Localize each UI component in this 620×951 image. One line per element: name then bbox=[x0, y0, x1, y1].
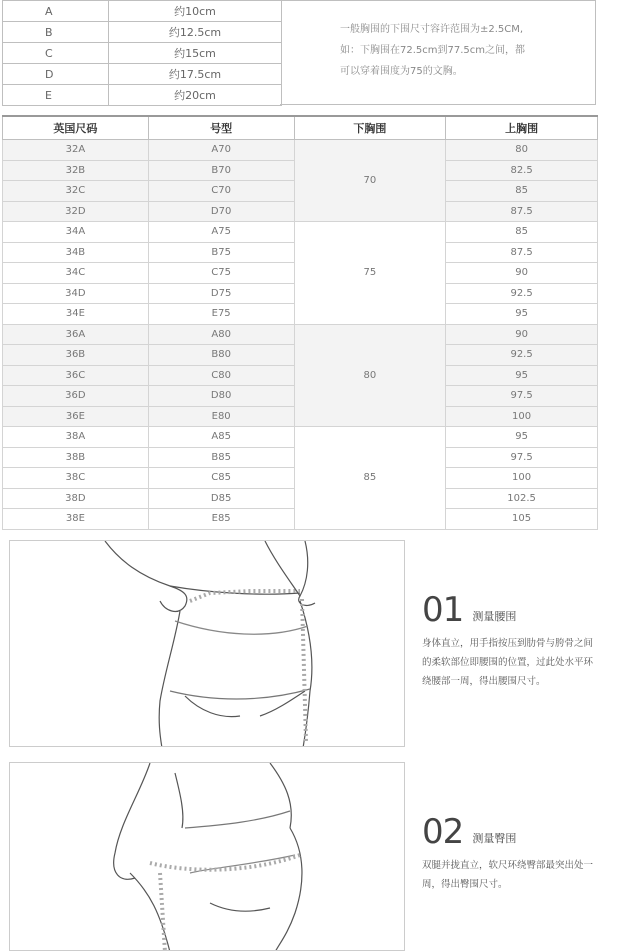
size-code-cell: D70 bbox=[148, 201, 294, 222]
bust-cell: 100 bbox=[446, 406, 598, 427]
size-code-cell: D80 bbox=[148, 386, 294, 407]
table-row bbox=[3, 427, 598, 448]
header-underbust: 下胸围 bbox=[294, 116, 446, 140]
uk-size-cell: 32C bbox=[3, 181, 149, 202]
header-uk-size: 英国尺码 bbox=[3, 116, 149, 140]
size-code-cell: E75 bbox=[148, 304, 294, 325]
uk-size-cell: 34D bbox=[3, 283, 149, 304]
uk-size-cell: 32B bbox=[3, 160, 149, 181]
bust-cell: 102.5 bbox=[446, 488, 598, 509]
step-hip bbox=[422, 812, 600, 894]
bust-cell: 92.5 bbox=[446, 283, 598, 304]
cup-difference-table bbox=[2, 0, 282, 106]
size-code-cell: A80 bbox=[148, 324, 294, 345]
bust-cell: 95 bbox=[446, 304, 598, 325]
hip-illustration bbox=[9, 762, 405, 951]
uk-size-cell: 36C bbox=[3, 365, 149, 386]
bust-cell: 95 bbox=[446, 365, 598, 386]
cup-row bbox=[3, 43, 282, 64]
bust-cell: 97.5 bbox=[446, 447, 598, 468]
uk-size-cell: 34A bbox=[3, 222, 149, 243]
size-code-cell: B70 bbox=[148, 160, 294, 181]
size-code-cell: A85 bbox=[148, 427, 294, 448]
bust-cell: 85 bbox=[446, 222, 598, 243]
cup-difference: 约15cm bbox=[109, 43, 282, 64]
cup-difference: 约10cm bbox=[109, 1, 282, 22]
uk-size-cell: 36B bbox=[3, 345, 149, 366]
uk-size-cell: 36D bbox=[3, 386, 149, 407]
bust-cell: 90 bbox=[446, 324, 598, 345]
bust-cell: 82.5 bbox=[446, 160, 598, 181]
cup-letter: B bbox=[3, 22, 109, 43]
step-waist-description: 身体直立，用手指按压到肋骨与胯骨之间的柔软部位即腰围的位置，过此处水平环绕腰部一周，得出腰围尺寸。 bbox=[422, 638, 594, 687]
header-bust: 上胸围 bbox=[446, 116, 598, 140]
step-hip-title: 测量臀围 bbox=[472, 832, 517, 845]
cup-letter: A bbox=[3, 1, 109, 22]
bust-cell: 87.5 bbox=[446, 201, 598, 222]
underbust-cell: 70 bbox=[294, 140, 446, 222]
size-code-cell: B85 bbox=[148, 447, 294, 468]
size-table-header bbox=[3, 116, 598, 140]
cup-row bbox=[3, 85, 282, 106]
bust-cell: 90 bbox=[446, 263, 598, 284]
bust-cell: 105 bbox=[446, 509, 598, 530]
bust-cell: 100 bbox=[446, 468, 598, 489]
size-code-cell: D85 bbox=[148, 488, 294, 509]
cup-letter: D bbox=[3, 64, 109, 85]
table-row bbox=[3, 324, 598, 345]
bust-cell: 97.5 bbox=[446, 386, 598, 407]
bust-cell: 80 bbox=[446, 140, 598, 161]
size-code-cell: C70 bbox=[148, 181, 294, 202]
header-size-code: 号型 bbox=[148, 116, 294, 140]
uk-size-cell: 34E bbox=[3, 304, 149, 325]
size-code-cell: A70 bbox=[148, 140, 294, 161]
size-code-cell: D75 bbox=[148, 283, 294, 304]
table-row bbox=[3, 222, 598, 243]
bust-cell: 87.5 bbox=[446, 242, 598, 263]
cup-difference: 约20cm bbox=[109, 85, 282, 106]
size-code-cell: C80 bbox=[148, 365, 294, 386]
step-waist-title: 测量腰围 bbox=[472, 610, 517, 623]
bra-size-table bbox=[2, 115, 598, 530]
size-code-cell: E80 bbox=[148, 406, 294, 427]
step-hip-number: 02 bbox=[422, 812, 464, 852]
uk-size-cell: 36A bbox=[3, 324, 149, 345]
cup-row bbox=[3, 22, 282, 43]
size-code-cell: B80 bbox=[148, 345, 294, 366]
size-code-cell: A75 bbox=[148, 222, 294, 243]
uk-size-cell: 36E bbox=[3, 406, 149, 427]
uk-size-cell: 38C bbox=[3, 468, 149, 489]
uk-size-cell: 34C bbox=[3, 263, 149, 284]
size-code-cell: E85 bbox=[148, 509, 294, 530]
underbust-cell: 85 bbox=[294, 427, 446, 530]
bust-cell: 95 bbox=[446, 427, 598, 448]
bust-cell: 85 bbox=[446, 181, 598, 202]
underbust-cell: 80 bbox=[294, 324, 446, 427]
uk-size-cell: 38A bbox=[3, 427, 149, 448]
cup-letter: E bbox=[3, 85, 109, 106]
cup-difference: 约17.5cm bbox=[109, 64, 282, 85]
cup-row bbox=[3, 64, 282, 85]
size-code-cell: C75 bbox=[148, 263, 294, 284]
size-tolerance-note: 一般胸围的下围尺寸容许范围为±2.5CM, 如：下胸围在72.5cm到77.5cm之间，都 可以穿着围度为75的文胸。 bbox=[340, 24, 526, 77]
step-waist bbox=[422, 590, 600, 691]
uk-size-cell: 34B bbox=[3, 242, 149, 263]
uk-size-cell: 32A bbox=[3, 140, 149, 161]
uk-size-cell: 38E bbox=[3, 509, 149, 530]
waist-illustration bbox=[9, 540, 405, 747]
uk-size-cell: 38D bbox=[3, 488, 149, 509]
cup-difference: 约12.5cm bbox=[109, 22, 282, 43]
bust-cell: 92.5 bbox=[446, 345, 598, 366]
uk-size-cell: 32D bbox=[3, 201, 149, 222]
step-waist-number: 01 bbox=[422, 590, 464, 630]
cup-row bbox=[3, 1, 282, 22]
step-hip-description: 双腿并拢直立，软尺环绕臀部最突出处一周，得出臀围尺寸。 bbox=[422, 860, 594, 890]
underbust-cell: 75 bbox=[294, 222, 446, 325]
cup-letter: C bbox=[3, 43, 109, 64]
size-code-cell: B75 bbox=[148, 242, 294, 263]
size-note-box bbox=[280, 0, 596, 105]
uk-size-cell: 38B bbox=[3, 447, 149, 468]
table-row bbox=[3, 140, 598, 161]
size-code-cell: C85 bbox=[148, 468, 294, 489]
